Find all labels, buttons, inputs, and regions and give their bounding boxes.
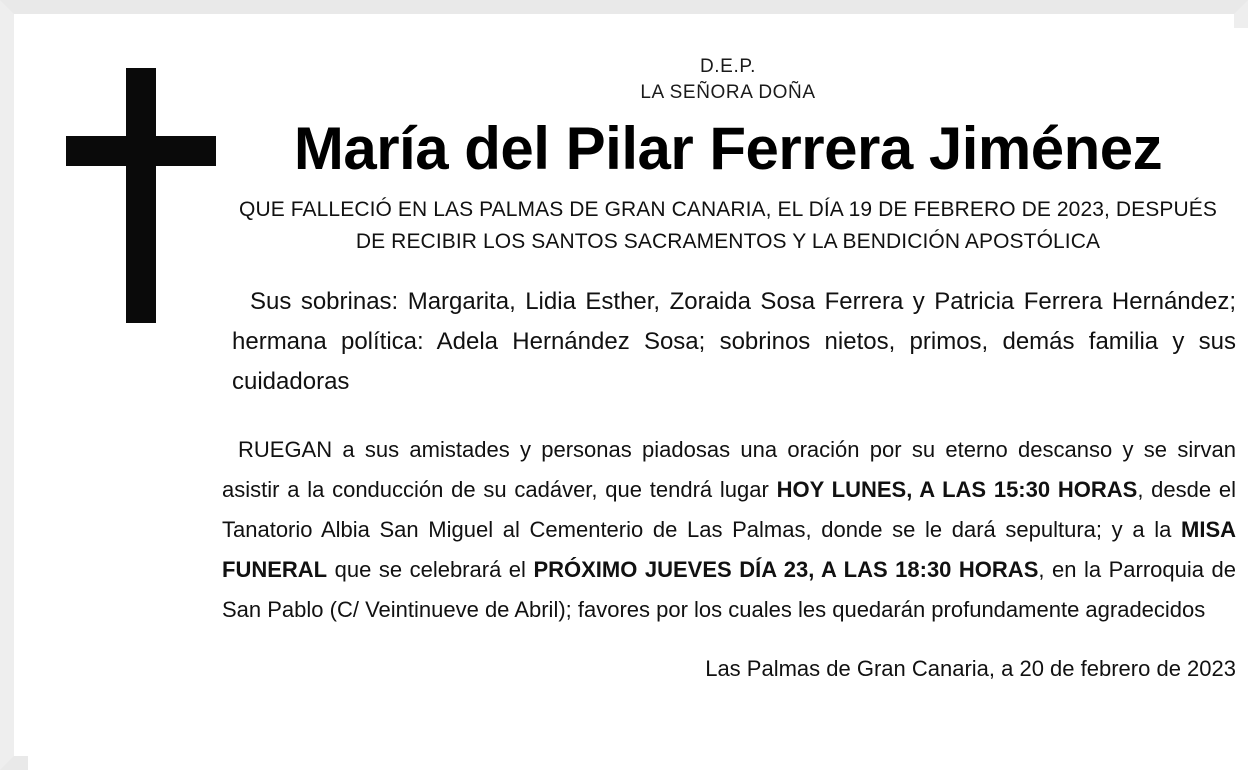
place-and-date: Las Palmas de Gran Canaria, a 20 de febrero de 2023 xyxy=(705,656,1236,681)
request-part-1: RUEGAN a sus amistades y personas piadosas una oración por su eterno descanso y se sirvan asistir a la conducción de su cadáver, que tendrá lugar xyxy=(222,437,1236,502)
family-paragraph xyxy=(218,282,1238,402)
request-highlight-3: PRÓXIMO JUEVES DÍA 23, A LAS 18:30 HORAS xyxy=(533,557,1039,582)
cross-vertical-bar xyxy=(126,68,156,323)
request-paragraph xyxy=(218,430,1238,630)
request-part-4: , en la Parroquia de San Pablo (C/ Veintinueve de Abril); favores por los cuales les quedarán profundamente agradecidos xyxy=(222,557,1236,622)
death-statement: QUE FALLECIÓ EN LAS PALMAS DE GRAN CANARIA, EL DÍA 19 DE FEBRERO DE 2023, DESPUÉS DE RECIBIR LOS SANTOS SACRAMENTOS Y LA BENDICIÓN APOSTÓLICA xyxy=(239,198,1217,253)
cross-horizontal-bar xyxy=(66,136,216,166)
honorific-label: LA SEÑORA DOÑA xyxy=(640,82,816,103)
deceased-name: María del Pilar Ferrera Jiménez xyxy=(293,115,1163,182)
request-part-2: , desde el Tanatorio Albia San Miguel al Cementerio de Las Palmas, donde se le dará sepultura; y a la xyxy=(222,477,1237,542)
dep-label: D.E.P. xyxy=(699,56,757,77)
family-text: Sus sobrinas: Margarita, Lidia Esther, Zoraida Sosa Ferrera y Patricia Ferrera Hernández; hermana política: Adela Hernández Sosa; sobrinos nietos, primos, demás familia y sus cuidadoras xyxy=(232,288,1236,395)
latin-cross-icon xyxy=(58,68,218,328)
request-highlight-2: MISA FUNERAL xyxy=(222,517,1236,582)
notice-content xyxy=(218,54,1238,686)
request-highlight-1: HOY LUNES, A LAS 15:30 HORAS xyxy=(776,477,1138,502)
notice-sheet xyxy=(28,28,1248,770)
request-part-3: que se celebrará el xyxy=(327,557,534,582)
